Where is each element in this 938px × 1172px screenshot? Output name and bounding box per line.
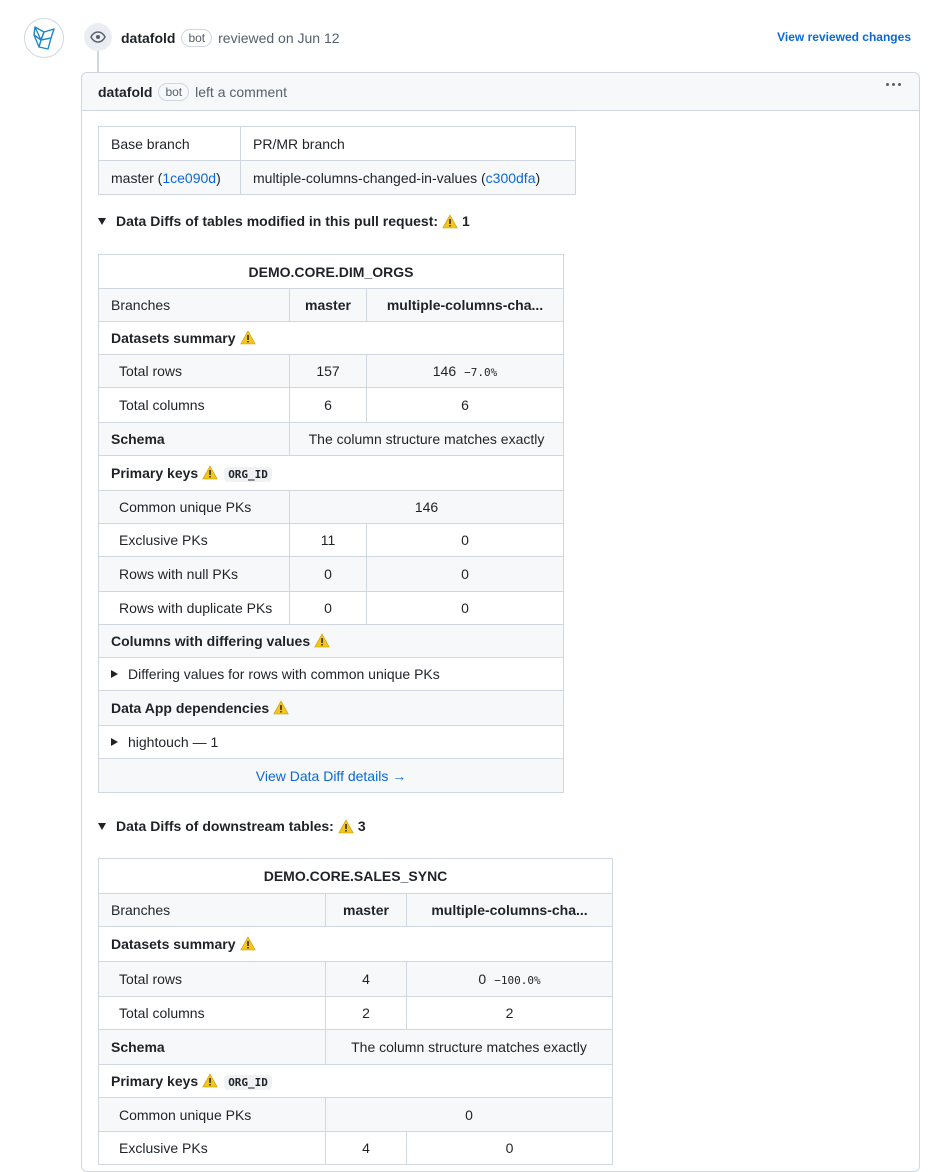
total-columns-label: Total columns (99, 997, 326, 1030)
branch-table (98, 126, 576, 195)
modified-tables-summary[interactable]: Data Diffs of tables modified in this pull request: 1 (98, 213, 470, 229)
warning-icon (240, 936, 256, 951)
bot-label: bot (181, 29, 212, 47)
differing-values-disclosure[interactable]: Differing values for rows with common unique PKs (99, 658, 564, 691)
data-app-deps-row: Data App dependencies (99, 691, 564, 726)
kebab-menu-icon[interactable] (886, 83, 901, 86)
pr-column-header: multiple-columns-cha... (367, 289, 564, 322)
total-rows-master: 157 (290, 355, 367, 388)
pk-code: ORG_ID (224, 1075, 272, 1090)
datafold-avatar[interactable] (24, 18, 64, 58)
duplicate-pks-master: 0 (290, 592, 367, 625)
pr-branch-header: PR/MR branch (241, 127, 576, 161)
null-pks-pr: 0 (367, 557, 564, 592)
total-rows-pr: 146 −7.0% (367, 355, 564, 388)
comment-author-link[interactable]: datafold (98, 83, 153, 100)
datasets-summary-row: Datasets summary (99, 322, 564, 355)
warning-icon (202, 465, 218, 480)
exclusive-pks-label: Exclusive PKs (99, 524, 290, 557)
comment-header (82, 73, 919, 111)
master-column-header: master (290, 289, 367, 322)
hightouch-disclosure[interactable]: hightouch — 1 (99, 726, 564, 759)
base-commit-link[interactable]: 1ce090d (162, 169, 217, 186)
datafold-logo-icon (29, 23, 59, 53)
schema-label: Schema (99, 1030, 326, 1065)
master-column-header: master (326, 894, 407, 927)
schema-value: The column structure matches exactly (326, 1030, 613, 1065)
downstream-tables-summary[interactable]: Data Diffs of downstream tables: 3 (98, 818, 366, 834)
view-reviewed-changes-link[interactable]: View reviewed changes (777, 30, 911, 44)
total-columns-master: 6 (290, 388, 367, 423)
table-title: DEMO.CORE.SALES_SYNC (99, 859, 613, 894)
total-columns-pr: 2 (407, 997, 613, 1030)
exclusive-pks-master: 4 (326, 1132, 407, 1165)
pk-code: ORG_ID (224, 467, 272, 482)
warning-icon (240, 330, 256, 345)
exclusive-pks-pr: 0 (367, 524, 564, 557)
duplicate-pks-pr: 0 (367, 592, 564, 625)
branches-label: Branches (99, 289, 290, 322)
duplicate-pks-label: Rows with duplicate PKs (99, 592, 290, 625)
timeline-connector (97, 50, 99, 72)
common-pks-label: Common unique PKs (99, 1098, 326, 1132)
null-pks-label: Rows with null PKs (99, 557, 290, 592)
schema-label: Schema (99, 423, 290, 456)
datasets-summary-row: Datasets summary (99, 927, 613, 962)
base-branch-header: Base branch (99, 127, 241, 161)
common-pks-label: Common unique PKs (99, 491, 290, 524)
pr-commit-link[interactable]: c300dfa (485, 169, 536, 186)
base-branch-cell: master (1ce090d) (99, 161, 241, 195)
table-title: DEMO.CORE.DIM_ORGS (99, 255, 564, 289)
warning-icon (338, 819, 354, 834)
total-rows-pr: 0 −100.0% (407, 962, 613, 997)
warning-icon (442, 214, 458, 229)
eye-icon (84, 23, 112, 51)
disclosure-open-icon (98, 218, 106, 225)
differing-columns-row: Columns with differing values (99, 625, 564, 658)
total-columns-master: 2 (326, 997, 407, 1030)
warning-icon (202, 1073, 218, 1088)
view-details-cell (99, 759, 564, 793)
schema-value: The column structure matches exactly (290, 423, 564, 456)
pr-branch-cell: multiple-columns-changed-in-values (c300dfa) (241, 161, 576, 195)
pr-column-header: multiple-columns-cha... (407, 894, 613, 927)
comment-bot-label: bot (158, 83, 189, 101)
sales-sync-diff-table (98, 858, 613, 1165)
disclosure-closed-icon (111, 670, 118, 678)
branches-label: Branches (99, 894, 326, 927)
exclusive-pks-master: 11 (290, 524, 367, 557)
warning-icon (273, 700, 289, 715)
disclosure-open-icon (98, 823, 106, 830)
warning-icon (314, 633, 330, 648)
common-pks-value: 0 (326, 1098, 613, 1132)
review-author-link[interactable]: datafold (121, 30, 176, 46)
total-rows-master: 4 (326, 962, 407, 997)
review-event-header (121, 28, 340, 48)
exclusive-pks-pr: 0 (407, 1132, 613, 1165)
review-action-text[interactable]: reviewed on Jun 12 (218, 30, 340, 46)
common-pks-value: 146 (290, 491, 564, 524)
dim-orgs-diff-table (98, 254, 564, 793)
primary-keys-row: Primary keys ORG_ID (99, 456, 564, 491)
total-rows-label: Total rows (99, 355, 290, 388)
total-columns-label: Total columns (99, 388, 290, 423)
null-pks-master: 0 (290, 557, 367, 592)
comment-action-text: left a comment (195, 83, 287, 100)
primary-keys-row: Primary keys ORG_ID (99, 1065, 613, 1098)
total-columns-pr: 6 (367, 388, 564, 423)
exclusive-pks-label: Exclusive PKs (99, 1132, 326, 1165)
view-data-diff-details-link[interactable]: View Data Diff details → (255, 767, 407, 784)
disclosure-closed-icon (111, 738, 118, 746)
total-rows-label: Total rows (99, 962, 326, 997)
